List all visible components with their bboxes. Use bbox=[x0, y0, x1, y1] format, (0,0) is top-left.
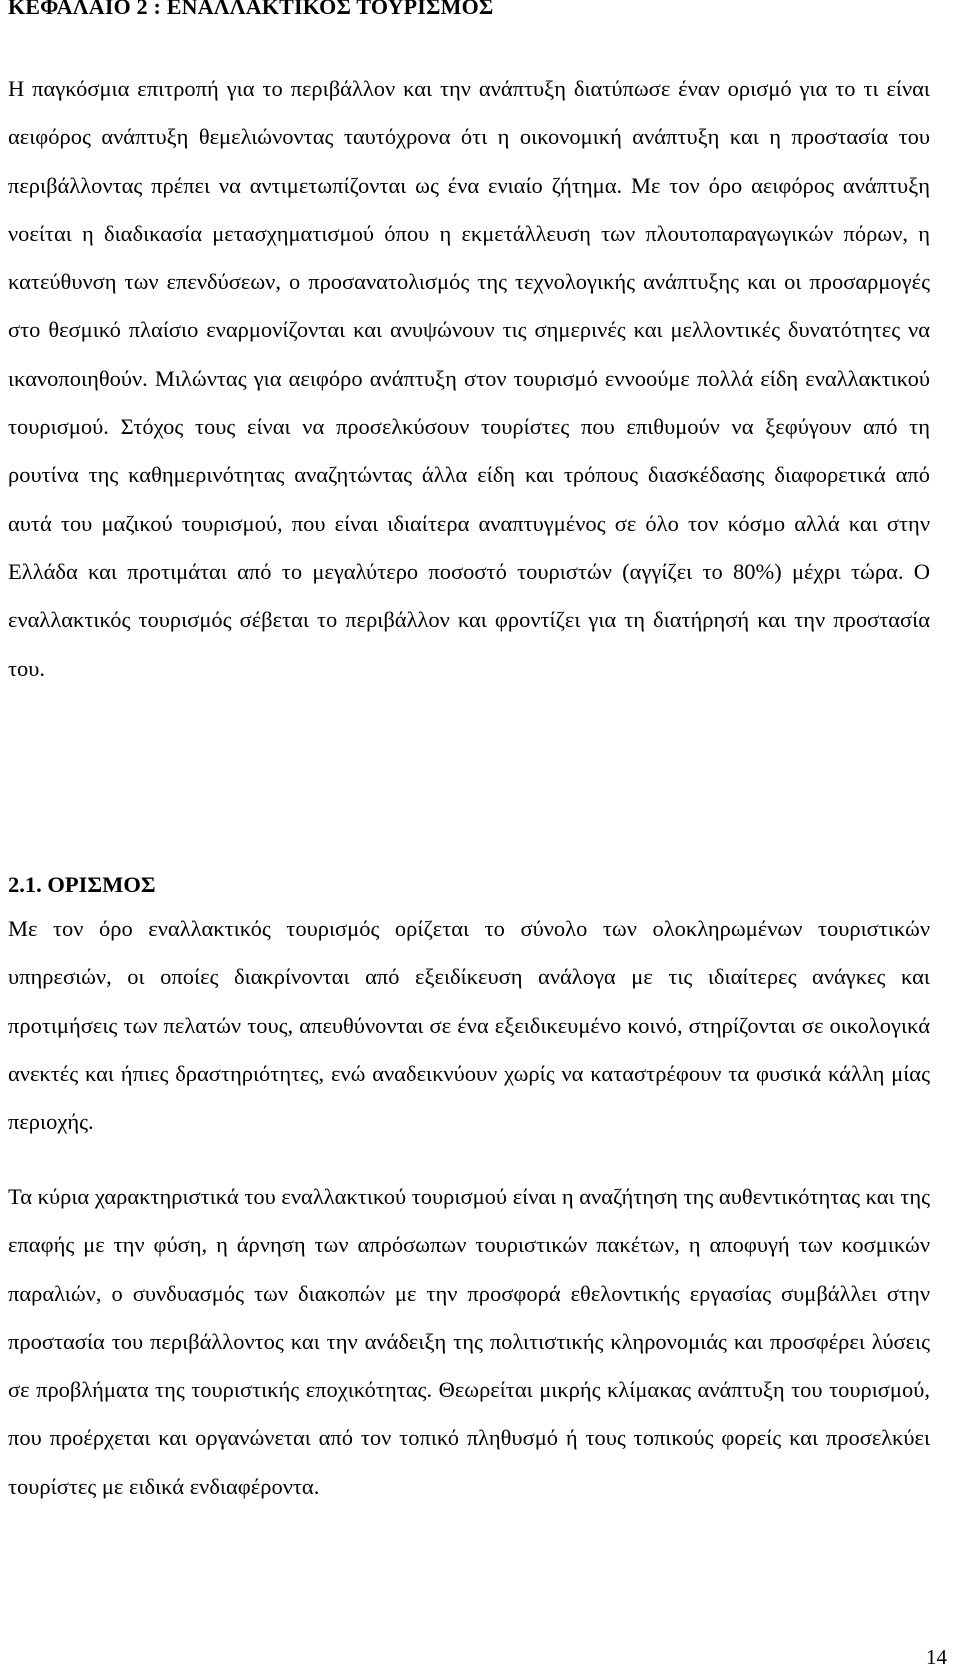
intro-paragraph: Η παγκόσμια επιτροπή για το περιβάλλον και την ανάπτυξη διατύπωσε έναν ορισμό για το τι είναι αειφόρος ανάπτυξη θεμελιώνοντας ταυτόχρονα ότι η οικονομική ανάπτυξη και η προστασία του περιβάλλοντας πρέπει να αντιμετωπίζονται ως ένα ενιαίο ζήτημα. Με τον όρο αειφόρος ανάπτυξη νοείται η διαδικασία μετασχηματισμού όπου η εκμετάλλευση των πλουτοπαραγωγικών πόρων, η κατεύθυνση των επενδύσεων, ο προσανατολισμός της τεχνολογικής ανάπτυξης και οι προσαρμογές στο θεσμικό πλαίσιο εναρμονίζονται και ανυψώνουν τις σημερινές και μελλοντικές δυνατότητες να ικανοποιηθούν. Μιλώντας για αειφόρο ανάπτυξη στον τουρισμό εννοούμε πολλά είδη εναλλακτικού τουρισμού. Στόχος τους είναι να προσελκύσουν τουρίστες που επιθυμούν να ξεφύγουν από τη ρουτίνα της καθημερινότητας αναζητώντας άλλα είδη και τρόπους διασκέδασης διαφορετικά από αυτά του μαζικού τουρισμού, που είναι ιδιαίτερα αναπτυγμένος σε όλο τον κόσμο αλλά και στην Ελλάδα και προτιμάται από το μεγαλύτερο ποσοστό τουριστών (αγγίζει το 80%) μέχρι τώρα. Ο εναλλακτικός τουρισμός σέβεται το περιβάλλον και φροντίζει για τη διατήρησή και την προστασία του. bbox=[8, 76, 930, 681]
definition-paragraph: Με τον όρο εναλλακτικός τουρισμός ορίζεται το σύνολο των ολοκληρωμένων τουριστικών υπηρεσιών, οι οποίες διακρίνονται από εξειδίκευση ανάλογα με τις ιδιαίτερες ανάγκες και προτιμήσεις των πελατών τους, απευθύνονται σε ένα εξειδικευμένο κοινό, στηρίζονται σε οικολογικά ανεκτές και ήπιες δραστηριότητες, ενώ αναδεικνύουν χωρίς να καταστρέφουν τα φυσικά κάλλη μίας περιοχής. bbox=[8, 916, 930, 1135]
page-number: 14 bbox=[926, 1645, 947, 1669]
characteristics-paragraph: Τα κύρια χαρακτηριστικά του εναλλακτικού τουρισμού είναι η αναζήτηση της αυθεντικότητας και της επαφής με την φύση, η άρνηση των απρόσωπων τουριστικών πακέτων, η αποφυγή των κοσμικών παραλιών, ο συνδυασμός των διακοπών με την προσφορά εθελοντικής εργασίας συμβάλλει στην προστασία του περιβάλλοντος και την ανάδειξη της πολιτιστικής κληρονομιάς και προσφέρει λύσεις σε προβλήματα της τουριστικής εποχικότητας. Θεωρείται μικρής κλίμακας ανάπτυξη του τουρισμού, που προέρχεται και οργανώνεται από τον τοπικό πληθυσμό ή τους τοπικούς φορείς και προσελκύει τουρίστες με ειδικά ενδιαφέροντα. bbox=[8, 1184, 930, 1499]
chapter-title: ΚΕΦΑΛΑΙΟ 2 : ΕΝΑΛΛΑΚΤΙΚΟΣ ΤΟΥΡΙΣΜΟΣ bbox=[8, 0, 494, 19]
section-title: 2.1. ΟΡΙΣΜΟΣ bbox=[8, 872, 156, 897]
